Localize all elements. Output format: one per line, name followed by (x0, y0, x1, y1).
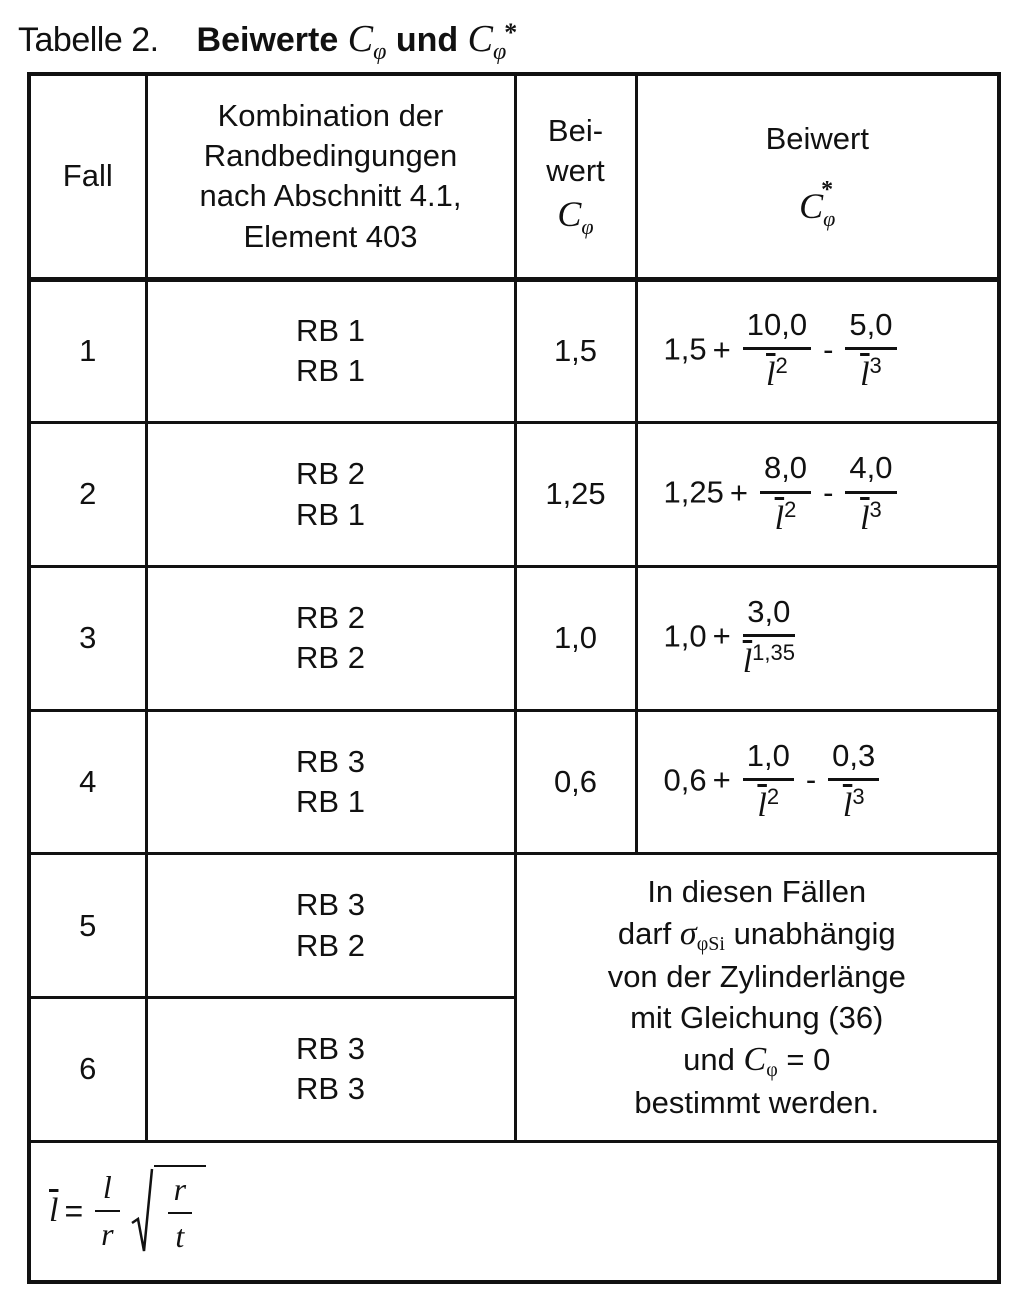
c-phi-star-symbol: C * $_\varphi$ (799, 177, 836, 232)
c-phi-cell: 1,5 (515, 279, 636, 423)
table-row (29, 710, 999, 854)
caption-word: Beiwerte (196, 21, 339, 59)
c-phi-star-formula (636, 710, 999, 854)
fall-cell: 1 (29, 279, 146, 423)
radical-sign-icon (130, 1167, 154, 1255)
rb-bottom: RB 1 (296, 353, 365, 389)
l-bar-definition (49, 1165, 206, 1258)
rb-bottom: RB 1 (296, 783, 365, 819)
formula-base: 1,25 (663, 474, 724, 510)
square-root (130, 1165, 206, 1258)
c-phi-star-formula (636, 423, 999, 567)
c-phi-cell: 1,0 (515, 566, 636, 710)
fraction (95, 1167, 119, 1256)
note-line: In diesen Fällen (647, 873, 867, 909)
fall-cell: 6 (29, 998, 146, 1142)
rb-top: RB 3 (296, 887, 365, 923)
note-line: und $C_\varphi = 0$ (683, 1040, 831, 1081)
c-phi-star-formula (636, 279, 999, 423)
rb-bottom: RB 2 (296, 927, 365, 963)
rb-cell (146, 710, 515, 854)
l-bar-symbol: $\overline{l}$ (49, 1192, 59, 1230)
fraction-numerator: 5,0 (845, 305, 896, 350)
fraction-denominator: $\overline{l}^2$ (757, 784, 780, 825)
rb-top: RB 2 (296, 599, 365, 635)
header-kombination-line: Randbedingungen (203, 137, 458, 173)
rb-cell (146, 566, 515, 710)
fraction-denominator: $\overline{l}^3$ (860, 496, 882, 537)
table-number: Tabelle 2. (18, 21, 159, 59)
fraction-numerator: 10,0 (743, 305, 811, 350)
header-beiwert-line: Bei- (547, 112, 604, 148)
c-phi-cell: 1,25 (515, 423, 636, 567)
c-phi-symbol: $C_\varphi$ (557, 194, 594, 240)
fall-cell: 2 (29, 423, 146, 567)
table-row (29, 279, 999, 423)
formula-operator: + (712, 618, 731, 654)
formula-operator: + (729, 474, 748, 510)
header-beiwert-label: Beiwert (765, 120, 869, 156)
fall-cell: 5 (29, 854, 146, 998)
c-phi-cell: 0,6 (515, 710, 636, 854)
rb-top: RB 3 (296, 743, 365, 779)
caption-text (196, 18, 518, 65)
formula-base: 0,6 (663, 762, 707, 798)
fraction-numerator: r (168, 1169, 192, 1215)
rb-top: RB 3 (296, 1031, 365, 1067)
fraction-denominator: r (101, 1216, 114, 1253)
formula-operator: + (712, 762, 731, 798)
fraction-numerator: 0,3 (828, 736, 879, 781)
fraction (845, 448, 896, 540)
c-phi-star-formula (636, 566, 999, 710)
header-beiwert-c-phi-star (636, 74, 999, 279)
table-row (29, 566, 999, 710)
rb-top: RB 2 (296, 456, 365, 492)
rb-cell (146, 279, 515, 423)
fall-cell: 3 (29, 566, 146, 710)
table-row (29, 854, 999, 998)
formula-operator: - (823, 474, 834, 510)
fraction-denominator: $\overline{l}^{1,35}$ (742, 640, 795, 681)
table-row (29, 423, 999, 567)
c-phi-star-symbol: C * $_\varphi$ (467, 18, 518, 65)
fraction-numerator: 1,0 (743, 736, 794, 781)
formula-operator: - (823, 331, 834, 367)
fraction-numerator: l (95, 1167, 119, 1213)
rb-bottom: RB 2 (296, 640, 365, 676)
fraction (743, 592, 795, 684)
fraction-denominator: $\overline{l}^2$ (766, 353, 788, 394)
header-row (29, 74, 999, 279)
fraction-numerator: 3,0 (743, 592, 795, 637)
fall-cell: 4 (29, 710, 146, 854)
note-line: bestimmt werden. (634, 1084, 880, 1120)
header-kombination-line: Element 403 (243, 218, 418, 254)
footer-row (29, 1141, 999, 1282)
header-fall: Fall (29, 74, 146, 279)
header-beiwert-line: wert (546, 152, 605, 188)
fraction (743, 305, 811, 397)
c-phi-symbol: $C_\varphi$ (347, 18, 387, 65)
note-line: mit Gleichung (36) (630, 999, 884, 1035)
fraction-numerator: 4,0 (845, 448, 896, 493)
rb-cell (146, 998, 515, 1142)
rb-cell (146, 423, 515, 567)
rb-cell (146, 854, 515, 998)
note-line: darf $\sigma_{\varphi Si}$ unabhängig (617, 915, 896, 956)
equals-sign: = (64, 1192, 84, 1229)
header-kombination-line: nach Abschnitt 4.1, (199, 178, 462, 214)
fraction (168, 1169, 192, 1258)
header-beiwert-c-phi (515, 74, 636, 279)
formula-operator: + (712, 331, 731, 367)
header-kombination (146, 74, 515, 279)
caption-and: und (395, 21, 459, 59)
fraction-denominator: $\overline{l}^3$ (860, 353, 882, 394)
formula-base: 1,5 (663, 331, 707, 367)
rb-bottom: RB 3 (296, 1071, 365, 1107)
fraction-denominator: $\overline{l}^3$ (842, 784, 865, 825)
fraction (760, 448, 811, 540)
coefficient-table (27, 72, 1001, 1284)
formula-base: 1,0 (663, 618, 707, 654)
rb-bottom: RB 1 (296, 496, 365, 532)
fraction-denominator: t (175, 1218, 185, 1255)
fraction (828, 736, 879, 828)
fraction (743, 736, 794, 828)
fraction-denominator: $\overline{l}^2$ (774, 496, 797, 537)
note-cell (515, 854, 999, 1141)
rb-top: RB 1 (296, 313, 365, 349)
header-kombination-line: Kombination der (217, 97, 444, 133)
fraction-numerator: 8,0 (760, 448, 811, 493)
table-caption (18, 14, 518, 65)
fraction (845, 305, 896, 397)
note-line: von der Zylinderlänge (607, 959, 906, 995)
formula-operator: - (805, 762, 817, 798)
footer-definition (29, 1141, 999, 1282)
